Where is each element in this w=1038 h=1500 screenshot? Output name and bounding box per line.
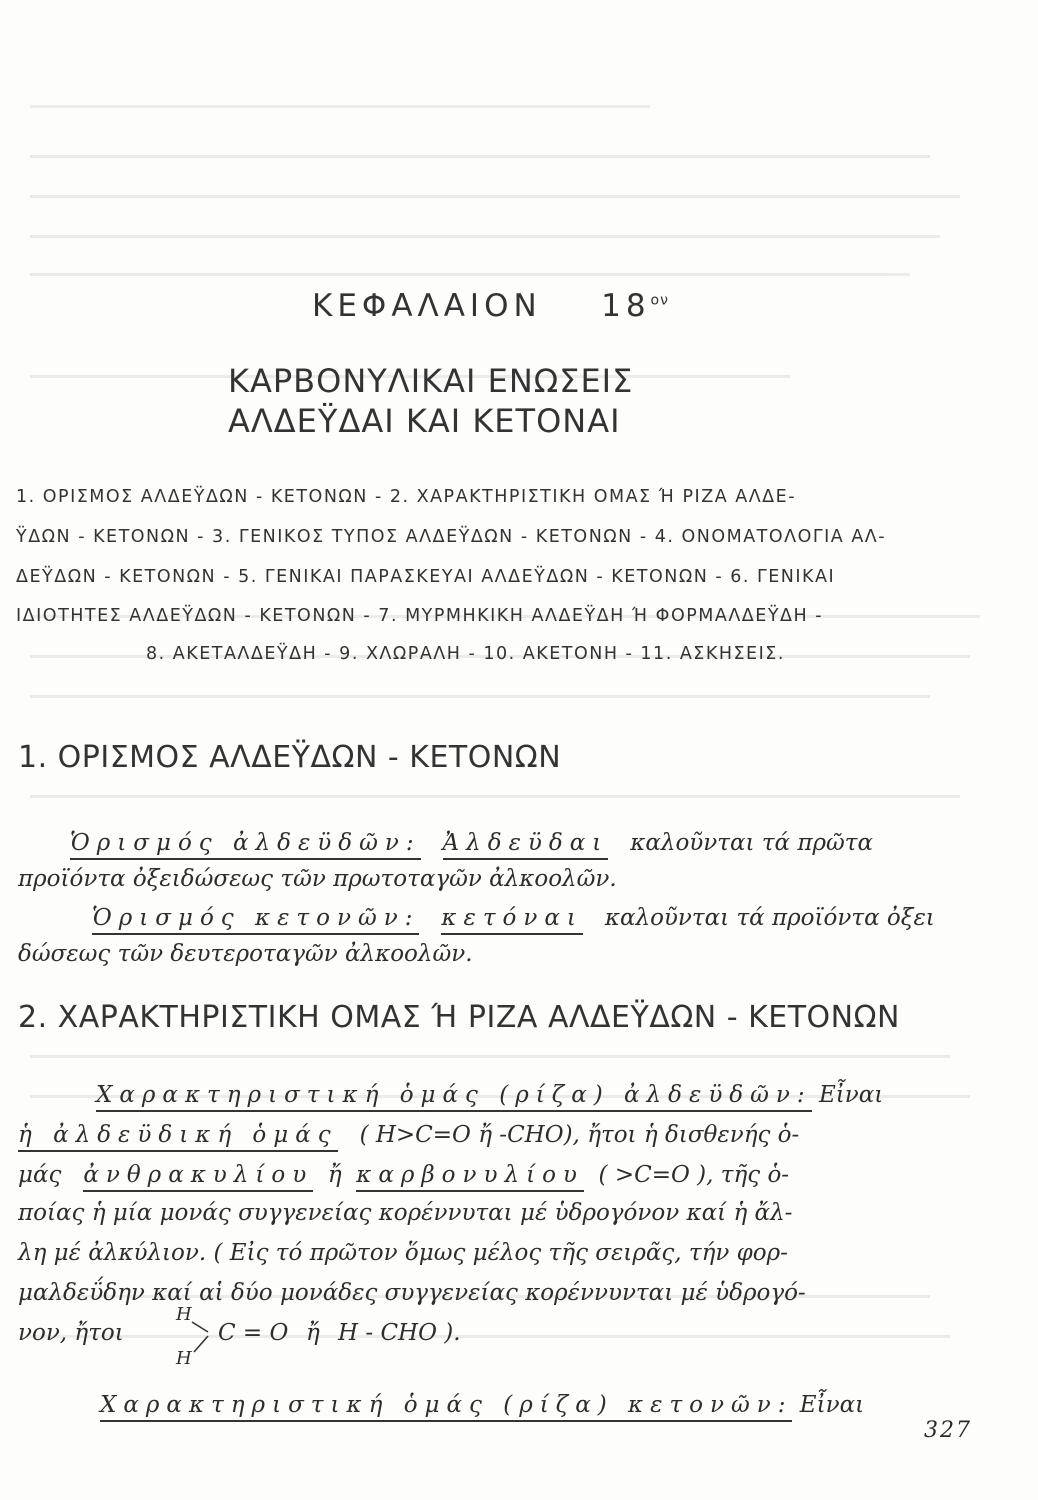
def2-text-2: δώσεως τῶν δευτεροταγῶν ἀλκοολῶν. <box>18 941 473 967</box>
s2-l3-term-2: καρβονυλίου <box>356 1162 584 1192</box>
s2-line-3 <box>18 1162 789 1188</box>
page-number: 327 <box>924 1418 972 1443</box>
chapter-suffix: ον <box>650 292 669 309</box>
s2-line-1 <box>96 1082 883 1108</box>
def2-text-1: καλοῦνται τά προϊόντα ὀξει <box>604 905 935 931</box>
toc-line-5: 8. ΑΚΕΤΑΛΔΕΫΔΗ - 9. ΧΛΩΡΑΛΗ - 10. ΑΚΕΤΟΝΗ - 11. ΑΣΚΗΣΕΙΣ. <box>146 644 785 664</box>
s2-l3-term-1: ἀνθρακυλίου <box>83 1162 313 1192</box>
s2-l2-text: ἤτοι ἡ δισθενής ὁ- <box>587 1122 800 1148</box>
s2-l1-text: Εἶναι <box>818 1082 884 1108</box>
section-2-heading: 2. ΧΑΡΑΚΤΗΡΙΣΤΙΚΗ ΟΜΑΣ Ή ΡΙΖΑ ΑΛΔΕΫΔΩΝ - ΚΕΤΟΝΩΝ <box>18 1000 900 1035</box>
chapter-number: 18 <box>601 288 651 324</box>
s2-l3-text: τῆς ὁ- <box>720 1162 790 1188</box>
s2-line-7-prefix: νον, ἤτοι <box>18 1320 124 1346</box>
toc-line-2: ΫΔΩΝ - ΚΕΤΟΝΩΝ - 3. ΓΕΝΙΚΟΣ ΤΥΠΟΣ ΑΛΔΕΫΔΩΝ - ΚΕΤΟΝΩΝ - 4. ΟΝΟΜΑΤΟΛΟΓΙΑ ΑΛ- <box>16 527 887 547</box>
chapter-label: ΚΕΦΑΛΑΙΟΝ <box>312 288 542 324</box>
s2-line-4: ποίας ἡ μία μονάς συγγενείας κορέννυται μέ ὑδρογόνον καί ἡ ἄλ- <box>18 1200 793 1226</box>
def2-term: κετόναι <box>441 905 583 935</box>
formaldehyde-h-bottom: H <box>176 1348 192 1369</box>
s2-l3-mid: ἤ <box>327 1162 342 1188</box>
def1-term: Ἀλδεϋδαι <box>443 830 609 860</box>
s2-l2-formula: ( H>C=O ἤ -CHO), <box>359 1122 580 1148</box>
s2-line-5: λη μέ ἀλκύλιον. ( Εἰς τό πρῶτον ὅμως μέλος τῆς σειρᾶς, τήν φορ- <box>18 1240 788 1266</box>
definition-ketones <box>92 905 935 931</box>
s2-line-8 <box>100 1392 864 1418</box>
def1-text-1: καλοῦνται τά πρῶτα <box>630 830 874 856</box>
def1-label: Ὁρισμός ἀλδεϋδῶν: <box>70 830 421 860</box>
formaldehyde-bond-lines <box>188 1316 218 1360</box>
formaldehyde-h-top: H <box>176 1304 192 1325</box>
s2-l8-label: Χαρακτηριστική ὁμάς (ρίζα) κετονῶν: <box>100 1392 792 1422</box>
definition-aldehydes <box>70 830 873 856</box>
toc-line-3: ΔΕΫΔΩΝ - ΚΕΤΟΝΩΝ - 5. ΓΕΝΙΚΑΙ ΠΑΡΑΣΚΕΥΑΙ ΑΛΔΕΫΔΩΝ - ΚΕΤΟΝΩΝ - 6. ΓΕΝΙΚΑΙ <box>16 567 836 587</box>
s2-line-6: μαλδεΰδην καί αἱ δύο μονάδες συγγενείας κορέννυνται μέ ὑδρογό- <box>18 1280 806 1306</box>
formaldehyde-formula-2: H - CHO ). <box>338 1320 461 1346</box>
def1-text-2: προϊόντα ὀξειδώσεως τῶν πρωτοταγῶν ἀλκοολῶν. <box>18 866 617 892</box>
chapter-title-line-1: ΚΑΡΒΟΝΥΛΙΚΑΙ ΕΝΩΣΕΙΣ <box>228 362 634 400</box>
s2-l1-label: Χαρακτηριστική ὁμάς (ρίζα) ἀλδεϋδῶν: <box>96 1082 812 1112</box>
section-1-heading: 1. ΟΡΙΣΜΟΣ ΑΛΔΕΫΔΩΝ - ΚΕΤΟΝΩΝ <box>18 740 562 775</box>
s2-l3-formula: ( >C=O ), <box>598 1162 714 1188</box>
toc-line-1: 1. ΟΡΙΣΜΟΣ ΑΛΔΕΫΔΩΝ - ΚΕΤΟΝΩΝ - 2. ΧΑΡΑΚΤΗΡΙΣΤΙΚΗ ΟΜΑΣ Ή ΡΙΖΑ ΑΛΔΕ- <box>16 487 797 507</box>
s2-l7-mid: ἤ <box>306 1320 320 1346</box>
s2-line-2 <box>18 1122 799 1148</box>
s2-l3-pre: μάς <box>18 1162 62 1188</box>
chapter-title-line-2: ΑΛΔΕΫΔΑΙ ΚΑΙ ΚΕΤΟΝΑΙ <box>228 402 621 440</box>
chapter-heading <box>312 288 669 324</box>
s2-l8-text: Εἶναι <box>799 1392 865 1418</box>
s2-l2-term: ἡ ἀλδεϋδική ὁμάς <box>18 1122 338 1152</box>
formaldehyde-formula: C = O <box>218 1320 289 1346</box>
def2-label: Ὁρισμός κετονῶν: <box>92 905 419 935</box>
toc-line-4: ΙΔΙΟΤΗΤΕΣ ΑΛΔΕΫΔΩΝ - ΚΕΤΟΝΩΝ - 7. ΜΥΡΜΗΚΙΚΗ ΑΛΔΕΫΔΗ Ή ΦΟΡΜΑΛΔΕΫΔΗ - <box>16 606 824 626</box>
